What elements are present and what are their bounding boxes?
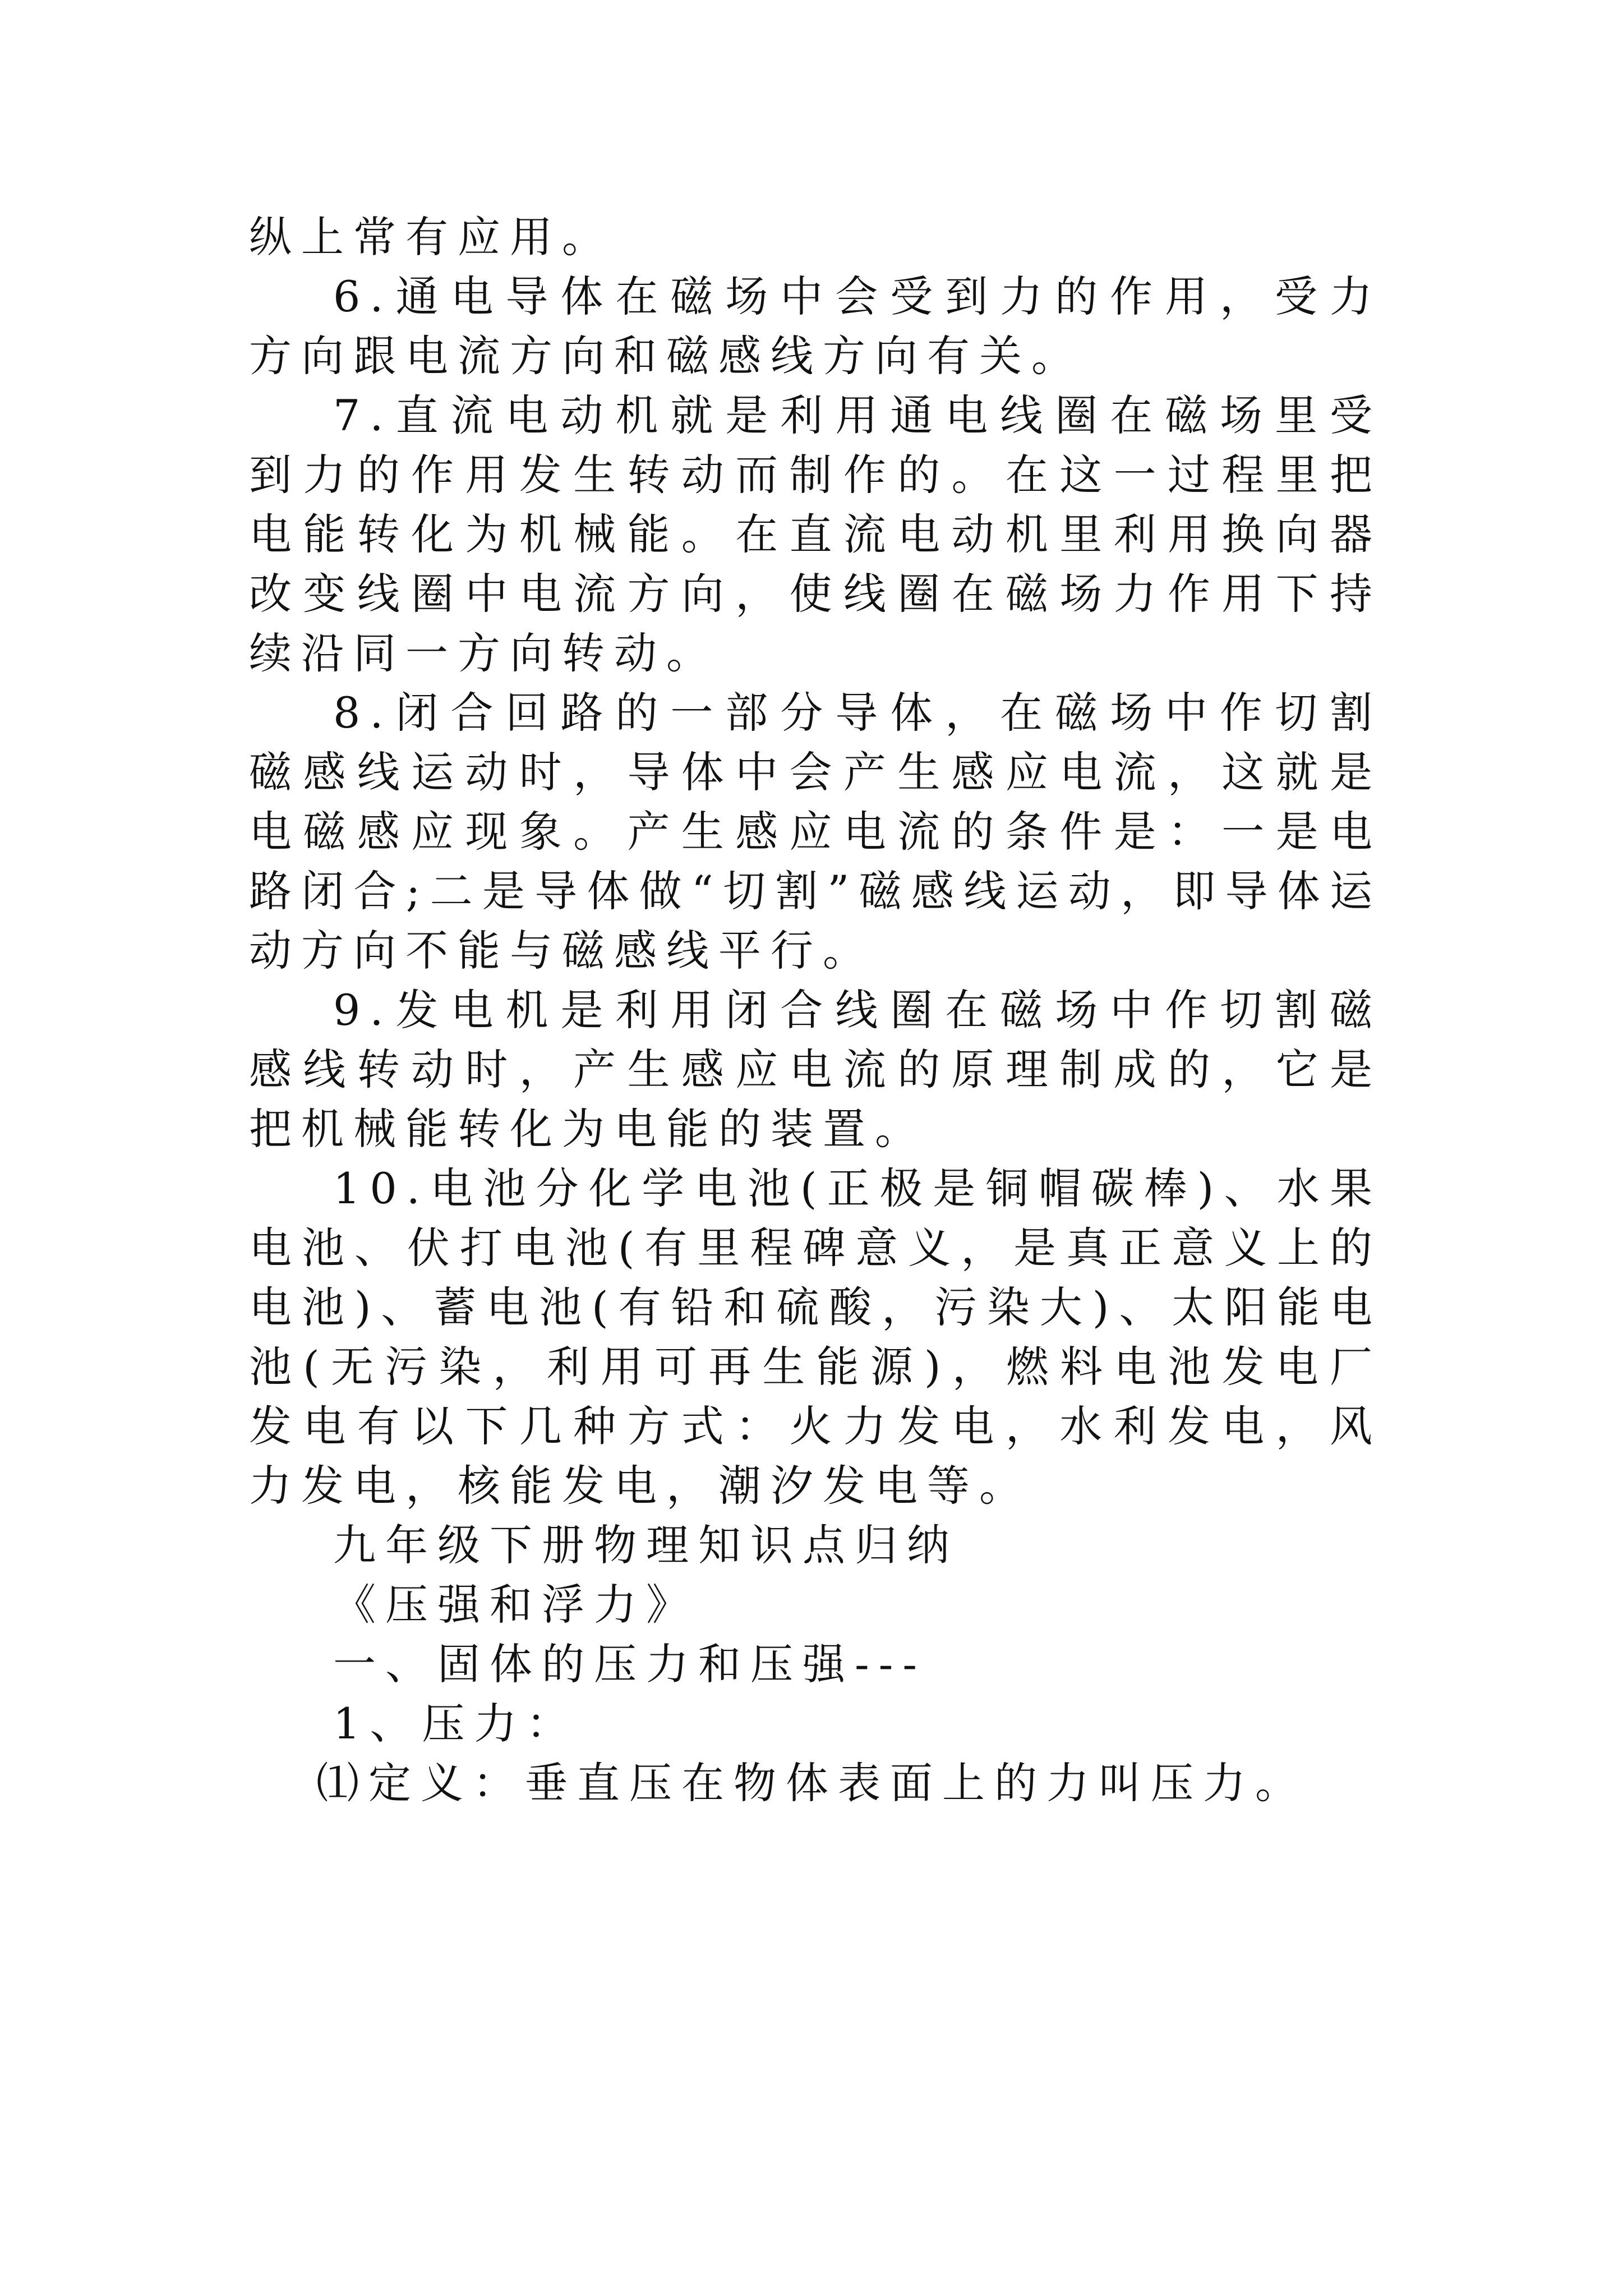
chapter-title: 《压强和浮力》 xyxy=(333,1580,698,1630)
paragraph-item-7: 7.直流电动机就是利用通电线圈在磁场里受到力的作用发生转动而制作的。在这一过程里把电能转化为机械能。在直流电动机里利用换向器改变线圈中电流方向，使线圈在磁场力作用下持续沿同一方向转动。 xyxy=(249,390,1382,678)
paragraph-continuation: 纵上常有应用。 xyxy=(249,212,614,262)
heading-solid-pressure: 一、固体的压力和压强--- xyxy=(333,1639,927,1689)
paragraph-item-8: 8.闭合回路的一部分导体，在磁场中作切割磁感线运动时，导体中会产生感应电流，这就是电磁感应现象。产生感应电流的条件是：一是电路闭合;二是导体做“切割”磁感线运动，即导体运动方向不能与磁感线平行。 xyxy=(249,688,1382,976)
paragraph-item-9: 9.发电机是利用闭合线圈在磁场中作切割磁感线转动时，产生感应电流的原理制成的，它是把机械能转化为电能的装置。 xyxy=(249,985,1382,1154)
section-title: 九年级下册物理知识点归纳 xyxy=(333,1520,959,1570)
heading-pressure: 1、压力： xyxy=(333,1699,579,1749)
definition-line: ⑴定义：垂直压在物体表面上的力叫压力。 xyxy=(316,1758,1307,1808)
paragraph-item-10: 10.电池分化学电池(正极是铜帽碳棒)、水果电池、伏打电池(有里程碑意义，是真正意义上的电池)、蓄电池(有铅和硫酸，污染大)、太阳能电池(无污染，利用可再生能源)，燃料电池发电厂发电有以下几种方式：火力发电，水利发电，风力发电，核能发电，潮汐发电等。 xyxy=(249,1163,1382,1511)
document-body xyxy=(249,208,1382,1813)
paragraph-item-6: 6.通电导体在磁场中会受到力的作用，受力方向跟电流方向和磁感线方向有关。 xyxy=(249,272,1382,381)
